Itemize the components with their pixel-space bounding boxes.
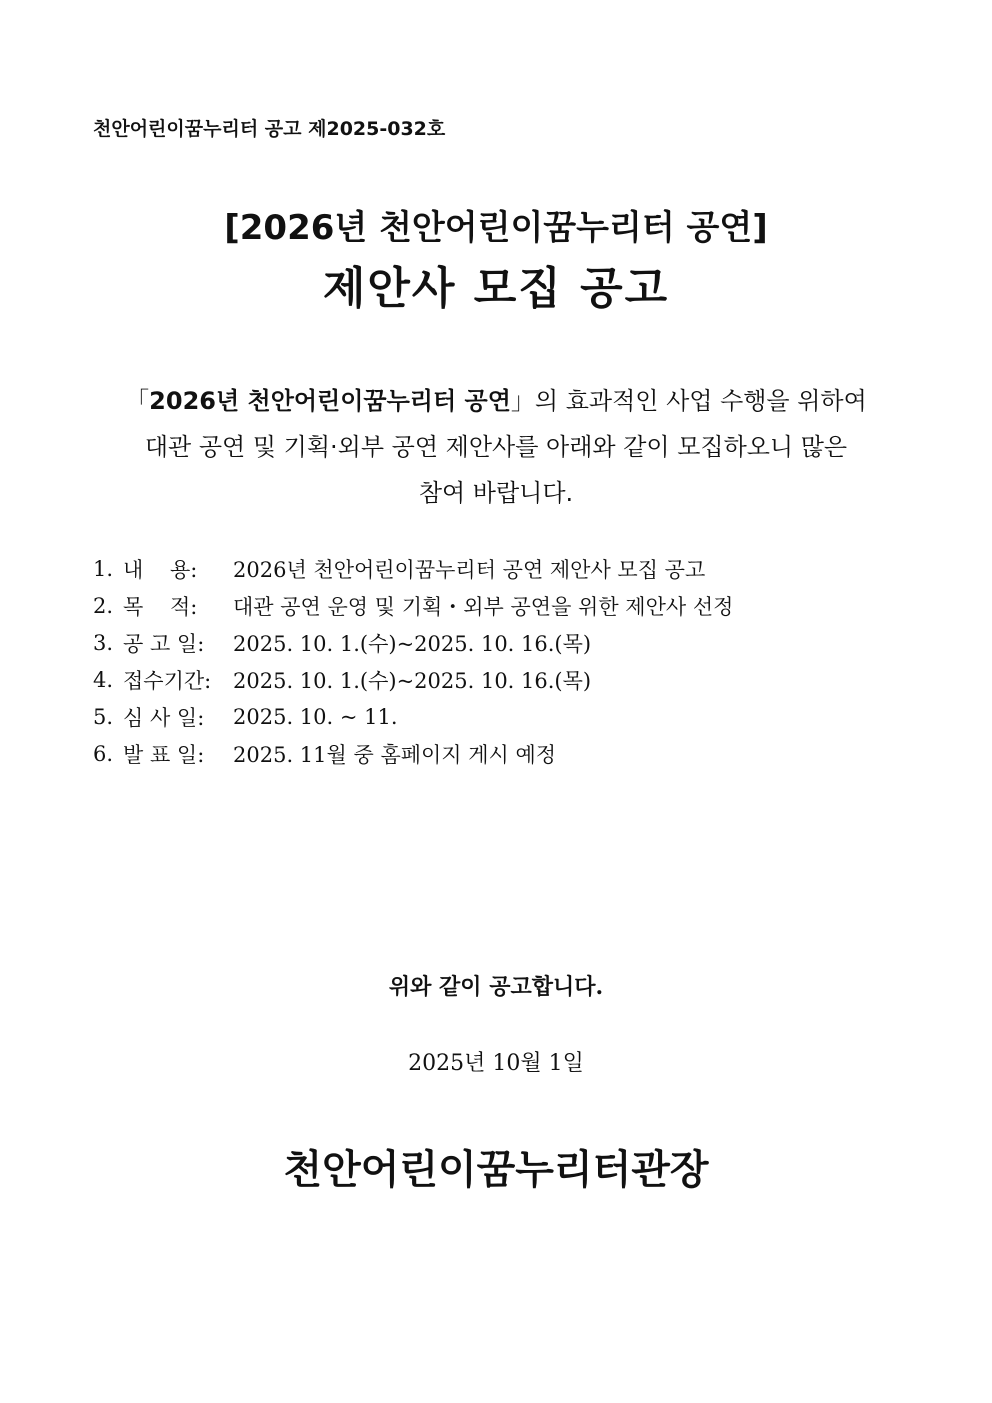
item-content [93, 551, 705, 587]
item-number: 6. [93, 742, 114, 766]
item-announcement-date [93, 736, 556, 772]
item-label: 발 표 일: [123, 743, 205, 767]
item-submission-period [93, 662, 591, 698]
item-value: 2025. 11월 중 홈페이지 게시 예정 [233, 743, 557, 767]
item-label: 심 사 일: [123, 706, 205, 730]
item-number: 4. [93, 668, 114, 692]
item-label: 목 적: [123, 595, 198, 619]
item-value: 2025. 10. ~ 11. [233, 705, 398, 729]
item-value: 2026년 천안어린이꿈누리터 공연 제안사 모집 공고 [233, 558, 706, 582]
item-number: 2. [93, 594, 114, 618]
intro-line-1 [0, 381, 992, 416]
intro-line-3: 참여 바랍니다. [418, 479, 574, 507]
item-review-date [93, 699, 398, 735]
quote-close: 」 [510, 387, 535, 415]
item-number: 5. [93, 705, 114, 729]
intro-line-2: 대관 공연 및 기획·외부 공연 제안사를 아래와 같이 모집하오니 많은 [144, 433, 848, 461]
notice-number: 천안어린이꿈누리터 공고 제2025-032호 [93, 118, 446, 140]
project-name: 2026년 천안어린이꿈누리터 공연 [149, 387, 511, 415]
item-notice-date [93, 625, 591, 661]
quote-open: 「 [125, 387, 150, 415]
document-title-line1: [2026년 천안어린이꿈누리터 공연] [224, 208, 768, 248]
item-label: 접수기간: [123, 669, 212, 693]
item-label: 공 고 일: [123, 632, 205, 656]
item-label: 내 용: [123, 558, 198, 582]
intro-line-1-rest: 의 효과적인 사업 수행을 위하여 [534, 387, 867, 415]
item-value: 2025. 10. 1.(수)~2025. 10. 16.(목) [233, 669, 592, 693]
item-value: 2025. 10. 1.(수)~2025. 10. 16.(목) [233, 632, 592, 656]
document-title-line2: 제안사 모집 공고 [322, 263, 670, 314]
signer-name: 천안어린이꿈누리터관장 [283, 1147, 709, 1193]
item-number: 1. [93, 557, 114, 581]
issue-date: 2025년 10월 1일 [408, 1051, 584, 1076]
item-number: 3. [93, 631, 114, 655]
item-value: 대관 공연 운영 및 기획・외부 공연을 위한 제안사 선정 [233, 595, 734, 619]
closing-statement: 위와 같이 공고합니다. [388, 974, 604, 1000]
item-purpose [93, 588, 733, 624]
